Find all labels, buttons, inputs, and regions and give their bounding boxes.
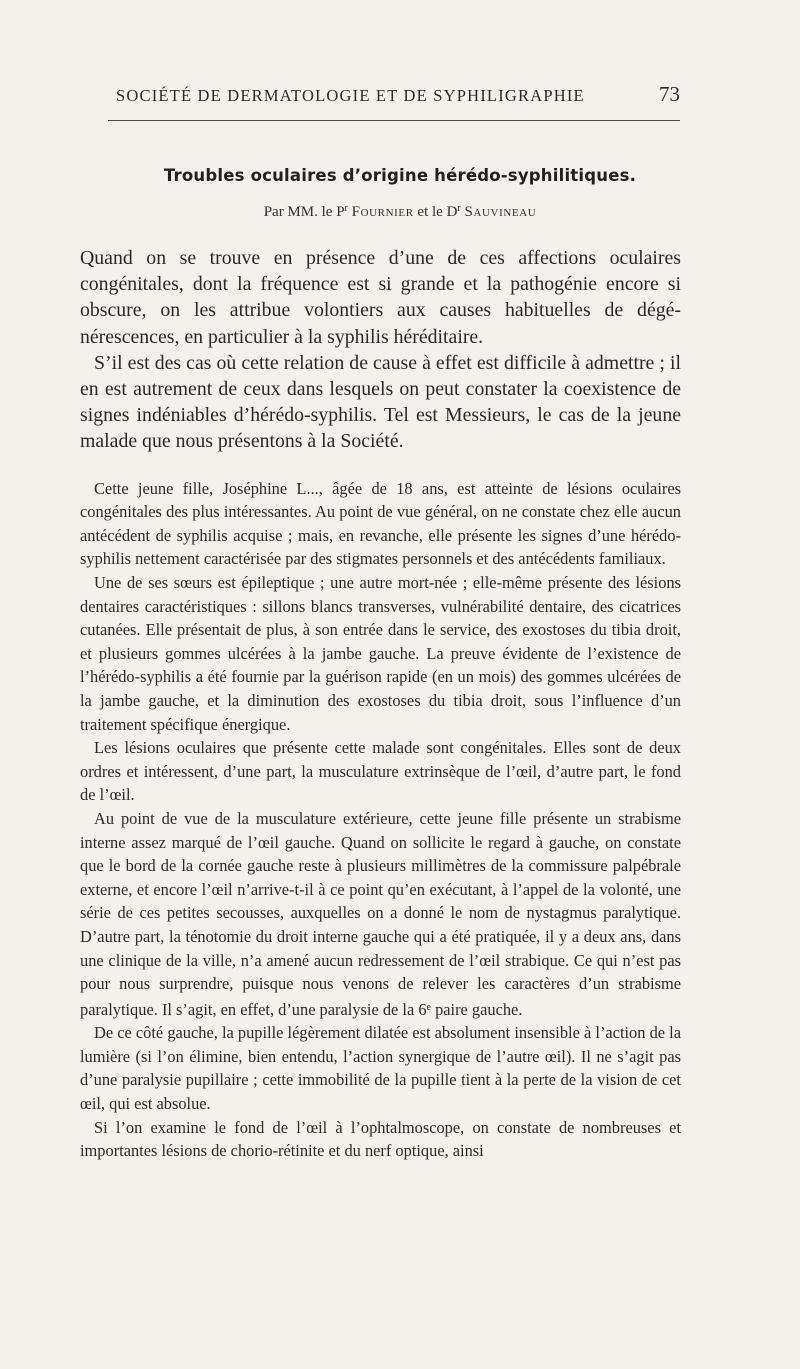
running-title: SOCIÉTÉ DE DERMATOLOGIE ET DE SYPHILIGRAPHIE [116, 86, 585, 105]
paralysis-sup: e [426, 1001, 431, 1013]
header-rule [108, 120, 680, 121]
paralysis-before: Il s’agit, en effet, d’une paralysie de la 6 [161, 999, 427, 1019]
body-paragraph: Une de ses sœurs est épileptique ; une autre mort-née ; elle-même présente des lésions dentaires caractéristiques : sillons blancs transverses, vulnérabilité dentaire, des cicatrices cutanées. Elle présentait de plus, à son entrée dans le service, des exostoses du tibia droit, et plusieurs gommes ulcérées à la jambe gauche. La preuve évidente de l’existence de l’hérédo-syphilis a été fournie par la guérison rapide (en un mois) des gommes ulcérées de la jambe gauche, et la diminution des exostoses du tibia droit, sous l’influence d’un traitement spécifique énergique. [80, 573, 681, 734]
body-paragraph: De ce côté gauche, la pupille légèrement dilatée est absolument insensible à l’action de la lumière (si l’on élimine, bien entendu, l’action synergique de l’autre œil). Il ne s’agit pas d’une paralysie pupillaire ; cette immobilité de la pupille tient à la perte de la vision de cet œil, qui est absolue. [80, 1023, 681, 1114]
summary-paragraph: S’il est des cas où cette relation de cause à effet est difficile à admettre ; il en est autrement de ceux dans lesquels on peut constater la coexistence de signes indéniables d’hérédo-syphilis. Tel est Messieurs, le cas de la jeune malade que nous présentons à la Société. [80, 351, 681, 453]
author-sauvineau: Sauvineau [464, 204, 537, 220]
body-paragraph: Cette jeune fille, Joséphine L..., âgée de 18 ans, est atteinte de lésions oculaires congénitales des plus intéressantes. Au point de vue général, on ne constate chez elle aucun antécédent de syphilis acquise ; mais, en revanche, elle présente les signes d’une hérédo-syphilis nettement caractérisée par des stigmates personnels et des antécédents familiaux. [80, 478, 681, 569]
byline-title2: D [446, 204, 458, 220]
byline-title1: P [336, 204, 345, 220]
paragraph-gap [80, 455, 681, 477]
body-paragraph: Les lésions oculaires que présente cette malade sont congénitales. Elles sont de deux ordres et intéressent, d’une part, la musculature extrinsèque de l’œil, d’autre part, le fond de l’œil. [80, 738, 681, 805]
running-head [108, 82, 680, 110]
byline-prefix: Par MM. le [263, 204, 337, 220]
byline-title2-sup: r [457, 203, 461, 214]
body-paragraph [80, 807, 681, 1021]
summary-paragraph: Quand on se trouve en présence d’une de ces affections oculaires congénitales, dont la fréquence est si grande et la pathogénie encore si obscure, on les attribue volontiers aux causes habituelles de dégénérescences, en particulier à la syphilis héréditaire. [80, 247, 681, 348]
byline-title1-sup: r [344, 203, 348, 214]
byline-middle: et le [413, 204, 447, 220]
article-body [80, 245, 681, 1163]
strabismus-text: Au point de vue de la musculature extérieure, cette jeune fille présente un strabisme interne assez marqué de l’œil gauche. Quand on sollicite le regard à gauche, on constate que le bord de la cornée gauche reste à plusieurs millimètres de la commissure palpébrale externe, et encore l’œil n’arrive-t-il à ce point qu’en exécutant, à l’appel de la volonté, une série de ces petites secousses, auxquelles on a donné le nom de nystagmus paralytique. D’autre part, la ténotomie du droit interne gauche qui a été pratiquée, il y a deux ans, dans une clinique de la ville, n’a amené aucun redressement de l’œil strabique. Ce qui n’est pas pour nous surprendre, puisque nous venons de relever les caractères d’un strabisme paralytique. [80, 808, 681, 1019]
paralysis-after: paire gauche. [430, 999, 523, 1019]
author-fournier: Fournier [351, 204, 414, 220]
page-number: 73 [659, 82, 680, 106]
article-title: Troubles oculaires d’origine hérédo-syphilitiques. [163, 166, 637, 185]
byline [80, 203, 720, 221]
body-paragraph: Si l’on examine le fond de l’œil à l’ophtalmoscope, on constate de nombreuses et importantes lésions de chorio-rétinite et du nerf optique, ainsi [80, 1117, 681, 1161]
